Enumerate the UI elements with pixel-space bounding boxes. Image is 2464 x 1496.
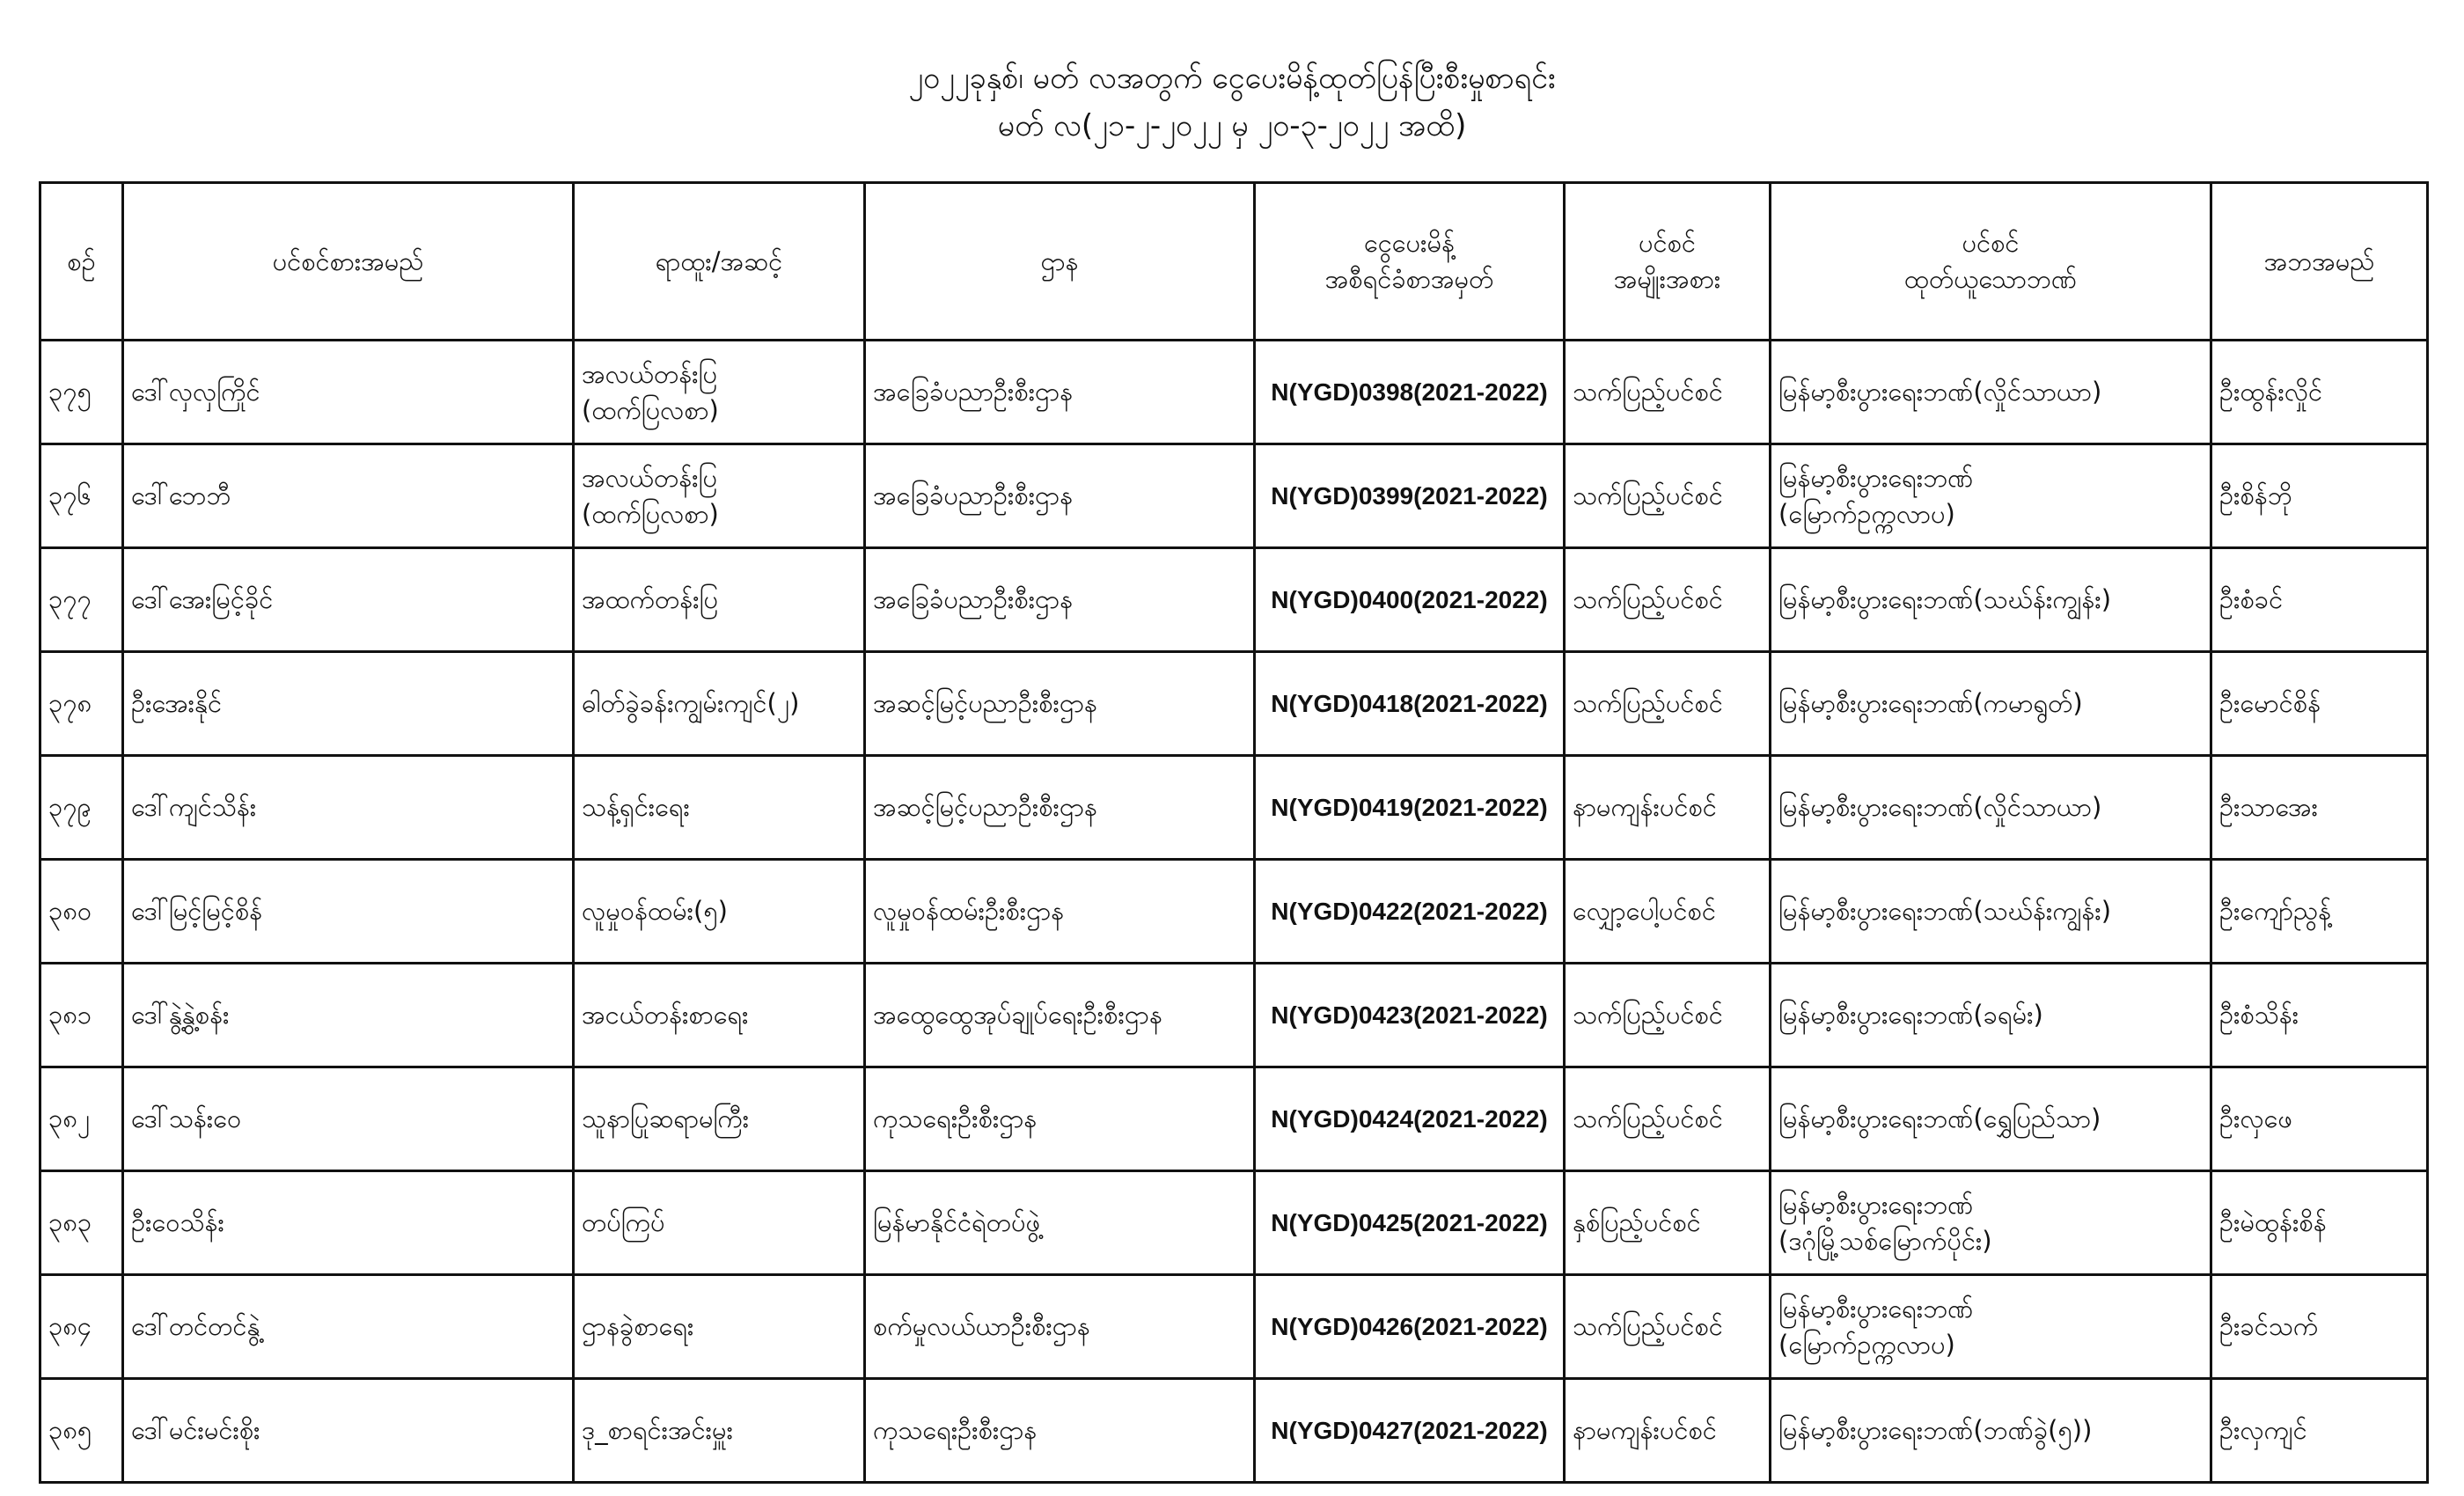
bank-cell [1771,652,2211,756]
header-bank [1771,183,2211,341]
bank-cell [1771,444,2211,548]
department-cell: လူမှုဝန်ထမ်းဦးစီးဌာန [865,860,1255,964]
rank-cell [574,444,865,548]
rank-line2: (ထက်ပြလစာ) [582,498,719,529]
pensioner-name-cell: ဒေါ်ကျင်သိန်း [123,756,574,860]
bank-cell [1771,860,2211,964]
father-name-cell: ဦးစိန်ဘို [2211,444,2428,548]
bank-cell [1771,1275,2211,1379]
document-title: ၂၀၂၂ခုနှစ်၊ မတ် လအတွက် ငွေပေးမိန့်ထုတ်ပြန်ပြီးစီးမှုစာရင်း [908,61,1556,96]
header-rank: ရာထူး/အဆင့် [574,183,865,341]
bank-cell [1771,1379,2211,1483]
bank-line2: (မြောက်ဥက္ကလာပ) [1778,1329,1955,1360]
header-department: ဌာန [865,183,1255,341]
pension-type-cell: သက်ပြည့်ပင်စင် [1565,1067,1771,1171]
father-name-cell: ဦးကျော်ညွန့် [2211,860,2428,964]
pension-type-cell: နှစ်ပြည့်ပင်စင် [1565,1171,1771,1275]
father-name-cell: ဦးလှဖေ [2211,1067,2428,1171]
document-period: မတ် လ(၂၁-၂-၂၀၂၂ မှ ၂၀-၃-၂၀၂၂ အထိ) [997,108,1467,143]
table-row [40,1379,2428,1483]
bank-line1: မြန်မာ့စီးပွားရေးဘဏ် [1778,462,1974,493]
table-row [40,1067,2428,1171]
pension-type-cell: သက်ပြည့်ပင်စင် [1565,652,1771,756]
bank-line1: မြန်မာ့စီးပွားရေးဘဏ် [1778,1293,1974,1324]
pensioner-name-cell: ဦးဝေသိန်း [123,1171,574,1275]
pensioner-name-cell: ဒေါ်အေးမြင့်ခိုင် [123,548,574,652]
order-number-cell: N(YGD)0399(2021-2022) [1255,444,1565,548]
department-cell: စက်မှုလယ်ယာဦးစီးဌာန [865,1275,1255,1379]
rank-cell [574,548,865,652]
rank-line1: သူနာပြုဆရာမကြီး [582,1104,750,1133]
department-cell: မြန်မာနိုင်ငံရဲတပ်ဖွဲ့ [865,1171,1255,1275]
rank-line1: ဓါတ်ခွဲခန်းကျွမ်းကျင်(၂) [582,688,800,718]
department-cell: အခြေခံပညာဦးစီးဌာန [865,548,1255,652]
table-row [40,652,2428,756]
rank-line1: အလယ်တန်းပြ [582,358,717,389]
father-name-cell: ဦးမဲထွန်းစိန် [2211,1171,2428,1275]
serial-no-cell: ၃၈၁ [40,964,123,1067]
pension-type-cell: နာမကျန်းပင်စင် [1565,756,1771,860]
pensioner-name-cell: ဦးအေးနိုင် [123,652,574,756]
serial-no-cell: ၃၈၄ [40,1275,123,1379]
document-header [0,55,2464,150]
pensioner-name-cell: ဒေါ်လှလှကြိုင် [123,341,574,444]
rank-line1: ဌာနခွဲစာရေး [582,1311,694,1341]
bank-cell [1771,964,2211,1067]
table-body [40,341,2428,1483]
pension-type-cell: လျှော့ပေါ့ပင်စင် [1565,860,1771,964]
bank-line2: (ဒဂုံမြို့သစ်မြောက်ပိုင်း) [1778,1225,1992,1256]
father-name-cell: ဦးလှကျင် [2211,1379,2428,1483]
bank-cell [1771,548,2211,652]
table-row [40,444,2428,548]
rank-line1: သန့်ရှင်းရေး [582,792,690,822]
rank-line2: (ထက်ပြလစာ) [582,394,719,425]
bank-cell [1771,341,2211,444]
pension-type-cell: သက်ပြည့်ပင်စင် [1565,1275,1771,1379]
rank-cell [574,341,865,444]
order-number-cell: N(YGD)0425(2021-2022) [1255,1171,1565,1275]
rank-cell [574,1379,865,1483]
serial-no-cell: ၃၈၃ [40,1171,123,1275]
rank-cell [574,1275,865,1379]
serial-no-cell: ၃၇၇ [40,548,123,652]
rank-cell [574,964,865,1067]
pension-type-cell: သက်ပြည့်ပင်စင် [1565,444,1771,548]
bank-line1: မြန်မာ့စီးပွားရေးဘဏ်(လှိုင်သာယာ) [1778,792,2102,822]
header-bank-line2: ထုတ်ယူသောဘဏ် [1903,264,2078,294]
rank-line1: လူမှုဝန်ထမ်း(၅) [582,896,728,926]
table-row [40,756,2428,860]
rank-line1: အငယ်တန်းစာရေး [582,1000,749,1030]
bank-line1: မြန်မာ့စီးပွားရေးဘဏ် [1778,1189,1974,1220]
bank-line1: မြန်မာ့စီးပွားရေးဘဏ်(ဘဏ်ခွဲ(၅)) [1778,1415,2093,1445]
table-row [40,548,2428,652]
pension-type-cell: သက်ပြည့်ပင်စင် [1565,548,1771,652]
serial-no-cell: ၃၈၀ [40,860,123,964]
pensioner-name-cell: ဒေါ်မြင့်မြင့်စိန် [123,860,574,964]
order-number-cell: N(YGD)0419(2021-2022) [1255,756,1565,860]
order-number-cell: N(YGD)0418(2021-2022) [1255,652,1565,756]
order-number-cell: N(YGD)0423(2021-2022) [1255,964,1565,1067]
order-number-cell: N(YGD)0427(2021-2022) [1255,1379,1565,1483]
department-cell: အထွေထွေအုပ်ချုပ်ရေးဦးစီးဌာန [865,964,1255,1067]
department-cell: အဆင့်မြင့်ပညာဦးစီးဌာန [865,756,1255,860]
rank-line1: အလယ်တန်းပြ [582,462,717,493]
pensioner-name-cell: ဒေါ်ဘေဘီ [123,444,574,548]
department-cell: အခြေခံပညာဦးစီးဌာန [865,444,1255,548]
header-pension-type-line2: အမျိုးအစား [1613,264,1721,294]
bank-cell [1771,1067,2211,1171]
pension-type-cell: သက်ပြည့်ပင်စင် [1565,341,1771,444]
bank-cell [1771,756,2211,860]
bank-line1: မြန်မာ့စီးပွားရေးဘဏ်(ကမာရွတ်) [1778,688,2083,718]
header-bank-line1: ပင်စင် [1962,228,2020,258]
pension-table-container [39,181,2426,1484]
pensioner-name-cell: ဒေါ်တင်တင်နွဲ့ [123,1275,574,1379]
father-name-cell: ဦးစံသိန်း [2211,964,2428,1067]
rank-line1: အထက်တန်းပြ [582,584,719,614]
header-father-name: အဘအမည် [2211,183,2428,341]
serial-no-cell: ၃၈၅ [40,1379,123,1483]
serial-no-cell: ၃၇၉ [40,756,123,860]
rank-line1: ဒု_စာရင်းအင်းမှူး [582,1415,733,1445]
table-header-row [40,183,2428,341]
pensioner-name-cell: ဒေါ်သန်းဝေ [123,1067,574,1171]
rank-cell [574,652,865,756]
rank-cell [574,1171,865,1275]
father-name-cell: ဦးထွန်းလှိုင် [2211,341,2428,444]
table-row [40,1275,2428,1379]
order-number-cell: N(YGD)0400(2021-2022) [1255,548,1565,652]
header-order-number [1255,183,1565,341]
serial-no-cell: ၃၇၈ [40,652,123,756]
order-number-cell: N(YGD)0422(2021-2022) [1255,860,1565,964]
table-row [40,964,2428,1067]
department-cell: အခြေခံပညာဦးစီးဌာန [865,341,1255,444]
bank-line1: မြန်မာ့စီးပွားရေးဘဏ်(ခရမ်း) [1778,1000,2043,1030]
header-pension-type [1565,183,1771,341]
department-cell: အဆင့်မြင့်ပညာဦးစီးဌာန [865,652,1255,756]
father-name-cell: ဦးစံခင် [2211,548,2428,652]
department-cell: ကုသရေးဦးစီးဌာန [865,1379,1255,1483]
bank-line1: မြန်မာ့စီးပွားရေးဘဏ်(ရွှေပြည်သာ) [1778,1104,2101,1133]
rank-cell [574,1067,865,1171]
order-number-cell: N(YGD)0426(2021-2022) [1255,1275,1565,1379]
bank-line1: မြန်မာ့စီးပွားရေးဘဏ်(သဃ်န်းကျွန်း) [1778,896,2112,926]
rank-cell [574,860,865,964]
bank-line1: မြန်မာ့စီးပွားရေးဘဏ်(လှိုင်သာယာ) [1778,377,2102,407]
bank-line1: မြန်မာ့စီးပွားရေးဘဏ်(သဃ်န်းကျွန်း) [1778,584,2112,614]
header-pensioner-name: ပင်စင်စားအမည် [123,183,574,341]
pension-type-cell: နာမကျန်းပင်စင် [1565,1379,1771,1483]
serial-no-cell: ၃၇၆ [40,444,123,548]
order-number-cell: N(YGD)0398(2021-2022) [1255,341,1565,444]
bank-line2: (မြောက်ဥက္ကလာပ) [1778,498,1955,529]
order-number-cell: N(YGD)0424(2021-2022) [1255,1067,1565,1171]
rank-line1: တပ်ကြပ် [582,1207,665,1237]
header-serial-no: စဉ် [40,183,123,341]
serial-no-cell: ၃၈၂ [40,1067,123,1171]
bank-cell [1771,1171,2211,1275]
header-order-number-line1: ငွေပေးမိန့် [1363,228,1456,258]
pension-type-cell: သက်ပြည့်ပင်စင် [1565,964,1771,1067]
pension-table [39,181,2429,1484]
father-name-cell: ဦးမောင်စိန် [2211,652,2428,756]
table-row [40,1171,2428,1275]
header-pension-type-line1: ပင်စင် [1638,228,1697,258]
table-row [40,341,2428,444]
father-name-cell: ဦးခင်သက် [2211,1275,2428,1379]
pensioner-name-cell: ဒေါ်နွဲ့နွဲ့စန်း [123,964,574,1067]
father-name-cell: ဦးသာအေး [2211,756,2428,860]
serial-no-cell: ၃၇၅ [40,341,123,444]
header-order-number-line2: အစီရင်ခံစာအမှတ် [1324,264,1494,294]
rank-cell [574,756,865,860]
table-row [40,860,2428,964]
pensioner-name-cell: ဒေါ်မင်းမင်းစိုး [123,1379,574,1483]
department-cell: ကုသရေးဦးစီးဌာန [865,1067,1255,1171]
